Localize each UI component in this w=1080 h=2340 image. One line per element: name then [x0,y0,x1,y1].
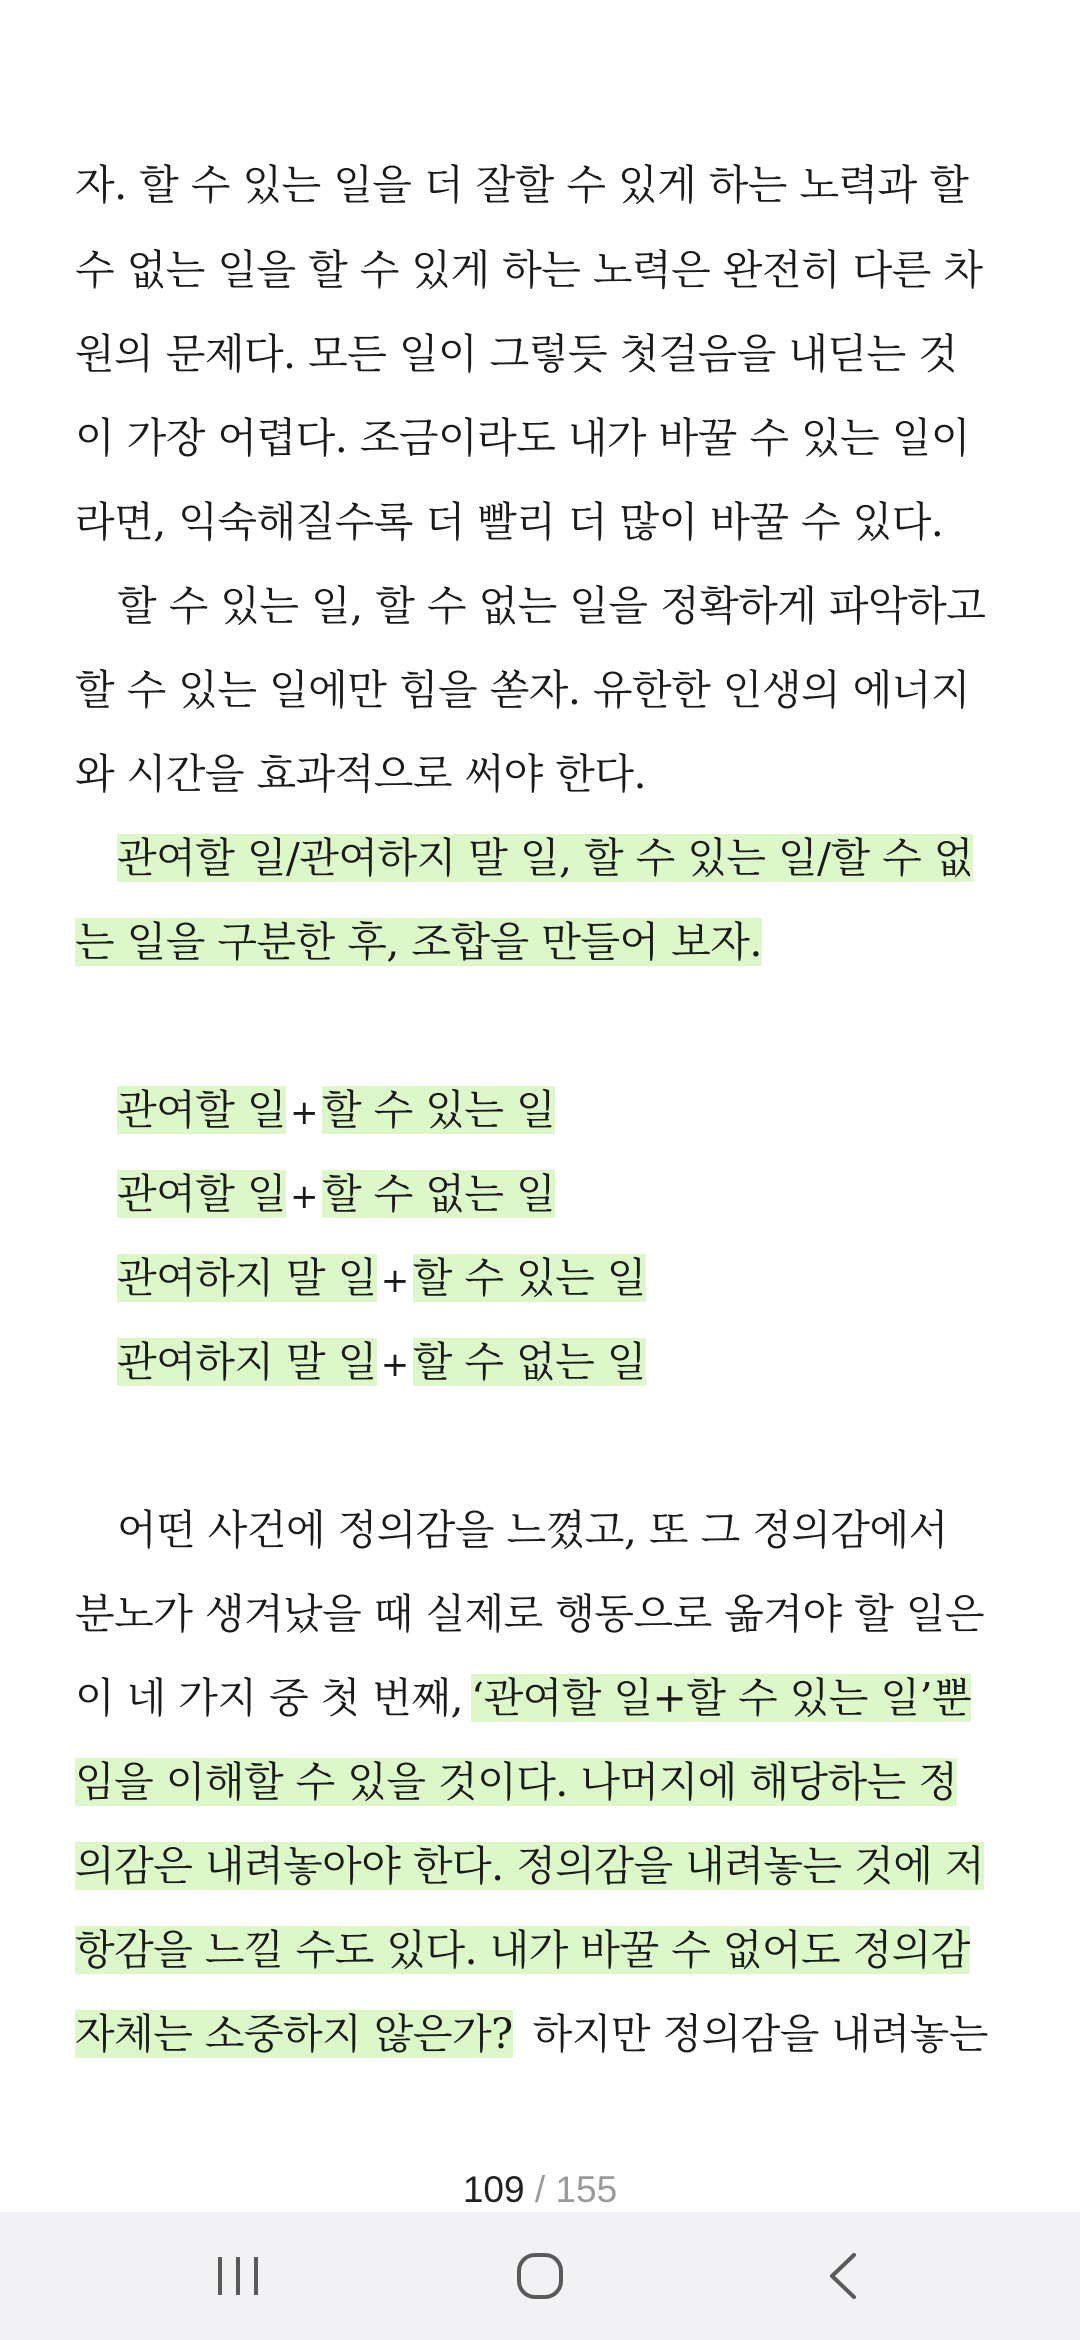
highlight[interactable]: ‘관여할 일+할 수 있는 일’뿐 [471,1674,972,1722]
text-line: 할 수 있는 일에만 힘을 쏟자. 유한한 인생의 에너지 [75,666,970,714]
home-icon [515,2251,565,2301]
text-line: 이 가장 어렵다. 조금이라도 내가 바꿀 수 있는 일이 [75,414,970,462]
highlighted-line [75,1749,957,1815]
combo-part-b[interactable]: 할 수 없는 일 [321,1170,556,1218]
back-icon [824,2251,860,2301]
page-counter [0,2165,1080,2215]
combo-part-a[interactable]: 관여하지 말 일 [117,1254,377,1302]
combo-part-a[interactable]: 관여할 일 [117,1170,286,1218]
combo-part-b[interactable]: 할 수 있는 일 [412,1254,646,1302]
text-segment: 이 네 가지 중 첫 번째, [75,1674,464,1722]
text-line: 와 시간을 효과적으로 써야 한다. [75,750,647,798]
highlighted-line [75,1917,970,1983]
back-button[interactable] [782,2236,902,2316]
home-button[interactable] [480,2236,600,2316]
text-line: 어떤 사건에 정의감을 느꼈고, 또 그 정의감에서 [117,1506,948,1554]
combo-plus: + [289,1177,318,1217]
text-line [75,2001,988,2067]
highlight[interactable]: 항감을 느낄 수도 있다. 내가 바꿀 수 없어도 정의감 [75,1926,970,1974]
highlight[interactable]: 관여할 일/관여하지 말 일, 할 수 있는 일/할 수 없 [117,834,973,882]
highlight[interactable]: 임을 이해할 수 있을 것이다. 나머지에 해당하는 정 [75,1758,958,1806]
combo-part-b[interactable]: 할 수 없는 일 [412,1338,646,1386]
total-pages: 155 [555,2169,618,2210]
combo-item [117,1161,555,1227]
highlight[interactable]: 는 일을 구분한 후, 조합을 만들어 보자. [75,918,762,966]
text-line: 수 없는 일을 할 수 있게 하는 노력은 완전히 다른 차 [75,246,983,294]
combo-part-a[interactable]: 관여할 일 [117,1086,286,1134]
combo-plus: + [380,1345,409,1385]
text-line [75,1665,971,1731]
combo-part-b[interactable]: 할 수 있는 일 [321,1086,556,1134]
current-page: 109 [462,2169,525,2210]
system-navigation-bar [0,2212,1080,2340]
combo-plus: + [380,1261,409,1301]
text-segment: 하지만 정의감을 내려놓는 [532,2010,988,2058]
highlighted-line [75,909,762,975]
combo-item [117,1245,646,1311]
text-line: 원의 문제다. 모든 일이 그렇듯 첫걸음을 내딛는 것 [75,330,958,378]
text-line: 자. 할 수 있는 일을 더 잘할 수 있게 하는 노력과 할 [75,161,969,209]
recent-apps-icon [215,2255,261,2297]
combo-part-a[interactable]: 관여하지 말 일 [117,1338,377,1386]
page-separator: / [534,2169,546,2210]
text-line: 할 수 있는 일, 할 수 없는 일을 정확하게 파악하고 [117,582,986,630]
combo-item [117,1077,555,1143]
highlight[interactable]: 의감은 내려놓아야 한다. 정의감을 내려놓는 것에 저 [75,1842,984,1890]
highlight[interactable]: 자체는 소중하지 않은가? [75,2010,513,2058]
combo-plus: + [289,1093,318,1133]
recent-apps-button[interactable] [178,2236,298,2316]
text-line: 분노가 생겨났을 때 실제로 행동으로 옮겨야 할 일은 [75,1590,984,1638]
combo-item [117,1329,646,1395]
highlighted-line [75,825,973,891]
text-line: 라면, 익숙해질수록 더 빨리 더 많이 바꿀 수 있다. [75,498,944,546]
highlighted-line [75,1833,984,1899]
